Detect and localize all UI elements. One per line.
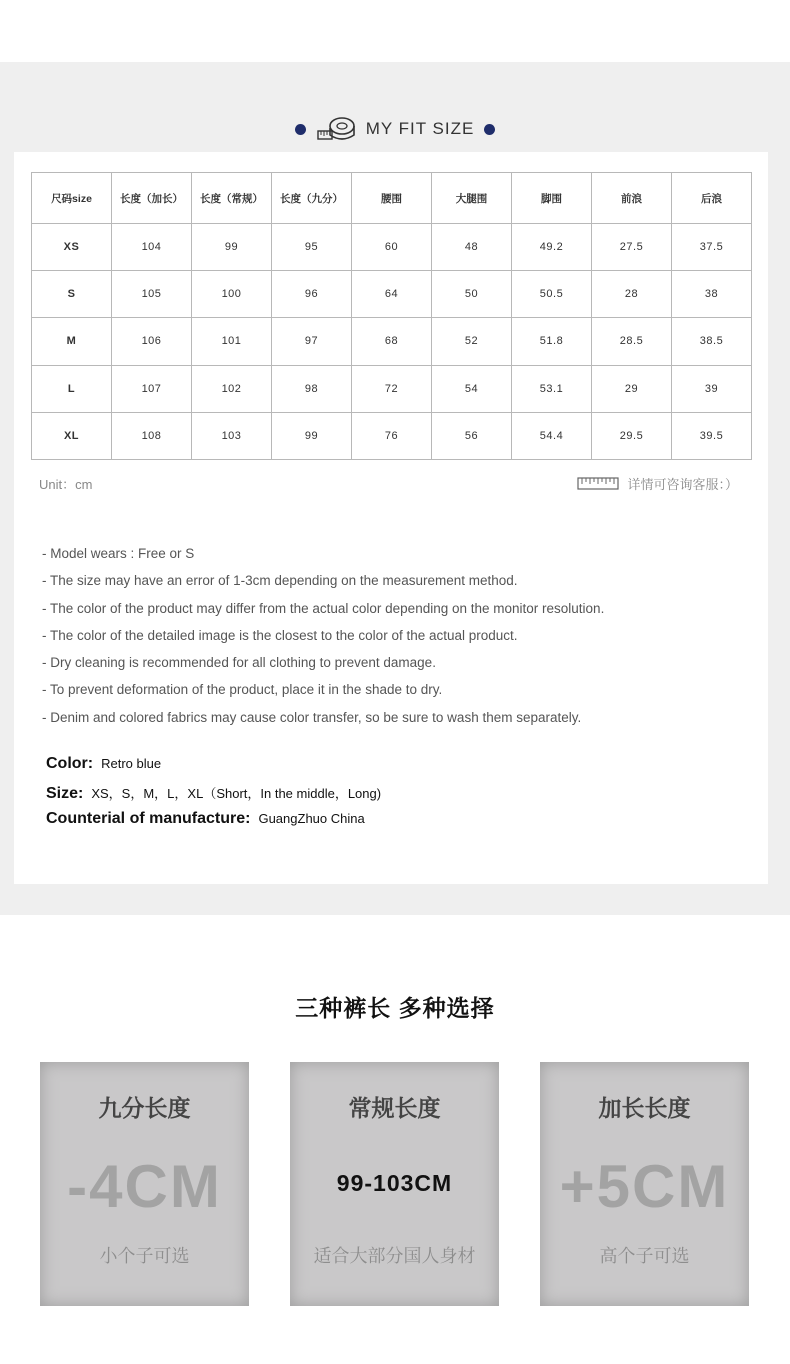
table-cell: XL <box>32 412 112 459</box>
table-cell: 37.5 <box>672 224 752 271</box>
consult-note <box>577 474 738 493</box>
spec-origin-label: Counterial of manufacture: <box>46 810 251 827</box>
table-row <box>32 412 752 459</box>
card-subtitle: 高个子可选 <box>599 1246 690 1266</box>
header-length-regular: 长度（常规） <box>192 173 272 224</box>
table-cell: 99 <box>272 412 352 459</box>
consult-text: 详情可咨询客服：） <box>627 477 738 492</box>
card-heading: 九分长度 <box>98 1095 191 1121</box>
table-row <box>32 365 752 412</box>
unit-label: Unit：cm <box>39 477 93 492</box>
table-cell: 29 <box>592 365 672 412</box>
table-cell: 38.5 <box>672 318 752 365</box>
table-cell: 49.2 <box>512 224 592 271</box>
table-cell: 28.5 <box>592 318 672 365</box>
spec-origin-value: GuangZhuo China <box>258 811 365 826</box>
left-dot-icon <box>295 124 306 135</box>
header-waist: 腰围 <box>352 173 432 224</box>
header-length-long: 长度（加长） <box>112 173 192 224</box>
care-notes-list <box>42 540 742 731</box>
table-cell: 105 <box>112 271 192 318</box>
list-item: - Dry cleaning is recommended for all clothing to prevent damage. <box>42 655 436 671</box>
length-card-long <box>540 1062 749 1306</box>
table-cell: 106 <box>112 318 192 365</box>
card-heading: 加长长度 <box>598 1095 691 1121</box>
spec-size <box>46 783 381 811</box>
product-specs <box>46 755 381 838</box>
card-heading: 常规长度 <box>348 1095 441 1121</box>
spec-color-label: Color: <box>46 755 94 772</box>
table-cell: 101 <box>192 318 272 365</box>
table-cell: 39.5 <box>672 412 752 459</box>
spec-size-value: XS，S，M，L，XL（Short，In the middle，Long) <box>91 785 382 801</box>
list-item: - Model wears : Free or S <box>42 546 195 561</box>
table-cell: 54.4 <box>512 412 592 459</box>
table-cell: XS <box>32 224 112 271</box>
table-cell: 28 <box>592 271 672 318</box>
list-item: - The size may have an error of 1-3cm depending on the measurement method. <box>42 573 518 589</box>
spec-color-value: Retro blue <box>101 756 162 771</box>
header-length-ankle: 长度（九分） <box>272 173 352 224</box>
card-subtitle: 小个子可选 <box>99 1246 190 1266</box>
list-item: - To prevent deformation of the product, place it in the shade to dry. <box>42 682 443 698</box>
table-cell: 95 <box>272 224 352 271</box>
table-cell: 104 <box>112 224 192 271</box>
table-cell: 103 <box>192 412 272 459</box>
table-cell: 52 <box>432 318 512 365</box>
table-row <box>32 271 752 318</box>
list-item: - The color of the product may differ from the actual color depending on the monitor resolution. <box>42 600 605 616</box>
ruler-icon <box>577 477 619 490</box>
tape-measure-icon <box>316 115 356 143</box>
size-panel <box>14 152 768 884</box>
table-header-row <box>32 173 752 224</box>
size-chart-table <box>31 172 752 460</box>
card-value: +5CM <box>559 1153 730 1220</box>
length-options-title: 三种裤长 多种选择 <box>295 995 495 1021</box>
table-cell: M <box>32 318 112 365</box>
card-value: -4CM <box>67 1153 222 1220</box>
table-cell: 68 <box>352 318 432 365</box>
table-cell: 76 <box>352 412 432 459</box>
spec-color <box>46 755 381 783</box>
table-cell: 38 <box>672 271 752 318</box>
spec-size-label: Size: <box>46 784 84 802</box>
table-cell: 50.5 <box>512 271 592 318</box>
table-cell: 39 <box>672 365 752 412</box>
table-cell: 98 <box>272 365 352 412</box>
table-cell: 72 <box>352 365 432 412</box>
table-row <box>32 224 752 271</box>
table-cell: 107 <box>112 365 192 412</box>
table-cell: 56 <box>432 412 512 459</box>
table-cell: 108 <box>112 412 192 459</box>
list-item: - The color of the detailed image is the closest to the color of the actual product. <box>42 627 518 643</box>
table-cell: 48 <box>432 224 512 271</box>
header-size: 尺码size <box>32 173 112 224</box>
header-thigh: 大腿围 <box>432 173 512 224</box>
length-card-ankle <box>40 1062 249 1306</box>
spec-origin <box>46 810 381 838</box>
table-cell: 64 <box>352 271 432 318</box>
length-card-regular <box>290 1062 499 1306</box>
fit-size-header <box>0 112 790 146</box>
header-hem: 脚围 <box>512 173 592 224</box>
fit-size-title: MY FIT SIZE <box>365 119 475 138</box>
card-subtitle: 适合大部分国人身材 <box>313 1246 476 1266</box>
table-row <box>32 318 752 365</box>
table-cell: 97 <box>272 318 352 365</box>
table-cell: 53.1 <box>512 365 592 412</box>
table-cell: 96 <box>272 271 352 318</box>
table-cell: S <box>32 271 112 318</box>
table-cell: 102 <box>192 365 272 412</box>
table-cell: 27.5 <box>592 224 672 271</box>
table-cell: 54 <box>432 365 512 412</box>
table-cell: 50 <box>432 271 512 318</box>
header-front-rise: 前浪 <box>592 173 672 224</box>
right-dot-icon <box>484 124 495 135</box>
table-cell: 99 <box>192 224 272 271</box>
table-cell: 60 <box>352 224 432 271</box>
list-item: - Denim and colored fabrics may cause color transfer, so be sure to wash them separately. <box>42 709 582 725</box>
table-cell: 51.8 <box>512 318 592 365</box>
table-cell: 29.5 <box>592 412 672 459</box>
header-back-rise: 后浪 <box>672 173 752 224</box>
table-cell: L <box>32 365 112 412</box>
card-value: 99-103CM <box>336 1170 453 1196</box>
table-cell: 100 <box>192 271 272 318</box>
